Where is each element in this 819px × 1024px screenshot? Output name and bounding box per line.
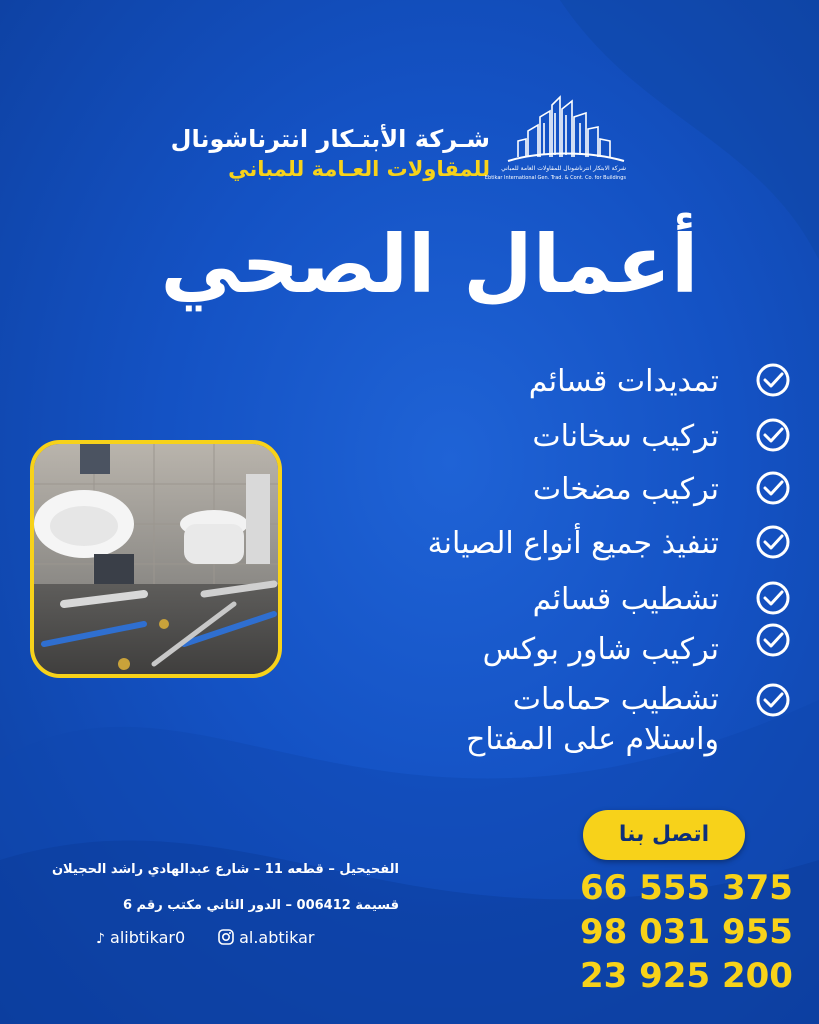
service-label: تمديدات قسائم	[528, 364, 719, 399]
check-circle-icon	[755, 417, 791, 453]
service-label: واستلام على المفتاح	[466, 722, 719, 757]
tiktok-handle[interactable]	[96, 928, 185, 947]
instagram-handle[interactable]	[218, 928, 314, 947]
instagram-username: al.abtikar	[239, 928, 315, 947]
list-item	[199, 417, 719, 457]
contact-us-button[interactable]: اتصل بنا	[583, 810, 745, 860]
address-line: قسيمة 006412 – الدور الثاني مكتب رقم 6	[122, 898, 399, 913]
logo-caption-en: Ebtikar International Gen. Trad. & Cont. Co. for Buildings	[484, 175, 626, 181]
company-logo	[170, 95, 630, 195]
logo-caption-ar: شركة الابتكار انترناشونال للمقاولات العامة للمباني	[501, 165, 626, 172]
plumbing-work-image	[34, 444, 282, 678]
check-circle-icon	[755, 470, 791, 506]
phone-number[interactable]: 98 031 955	[580, 912, 793, 952]
check-circle-icon	[755, 682, 791, 718]
tiktok-icon: ♪	[96, 931, 105, 947]
buildings-icon	[500, 95, 630, 187]
service-label: تشطيب قسائم	[532, 582, 719, 617]
company-name: شـركة الأبتـكار انترناشونال	[170, 125, 490, 153]
service-label: تركيب سخانات	[532, 419, 719, 454]
company-subtitle: للمقاولات العـامة للمباني	[228, 157, 490, 181]
plumbing-photo	[30, 440, 282, 678]
list-item	[199, 720, 719, 760]
list-item	[199, 362, 719, 402]
service-label: تنفيذ جميع أنواع الصيانة	[427, 526, 719, 561]
check-circle-icon	[755, 362, 791, 398]
service-label: تركيب مضخات	[532, 472, 719, 507]
check-circle-icon	[755, 622, 791, 658]
phone-number[interactable]: 66 555 375	[580, 868, 793, 908]
service-label: تركيب شاور بوكس	[482, 632, 719, 667]
tiktok-username: alibtikar0	[110, 928, 186, 947]
list-item	[199, 682, 719, 722]
phone-number[interactable]: 23 925 200	[580, 956, 793, 996]
page-title: أعمال الصحي	[160, 218, 699, 311]
check-circle-icon	[755, 524, 791, 560]
service-label: تشطيب حمامات	[512, 682, 719, 717]
instagram-icon	[218, 929, 234, 945]
check-circle-icon	[755, 580, 791, 616]
address-line: الفحيحيل – قطعه 11 – شارع عبدالهادي راشد الحجيلان	[51, 862, 399, 877]
